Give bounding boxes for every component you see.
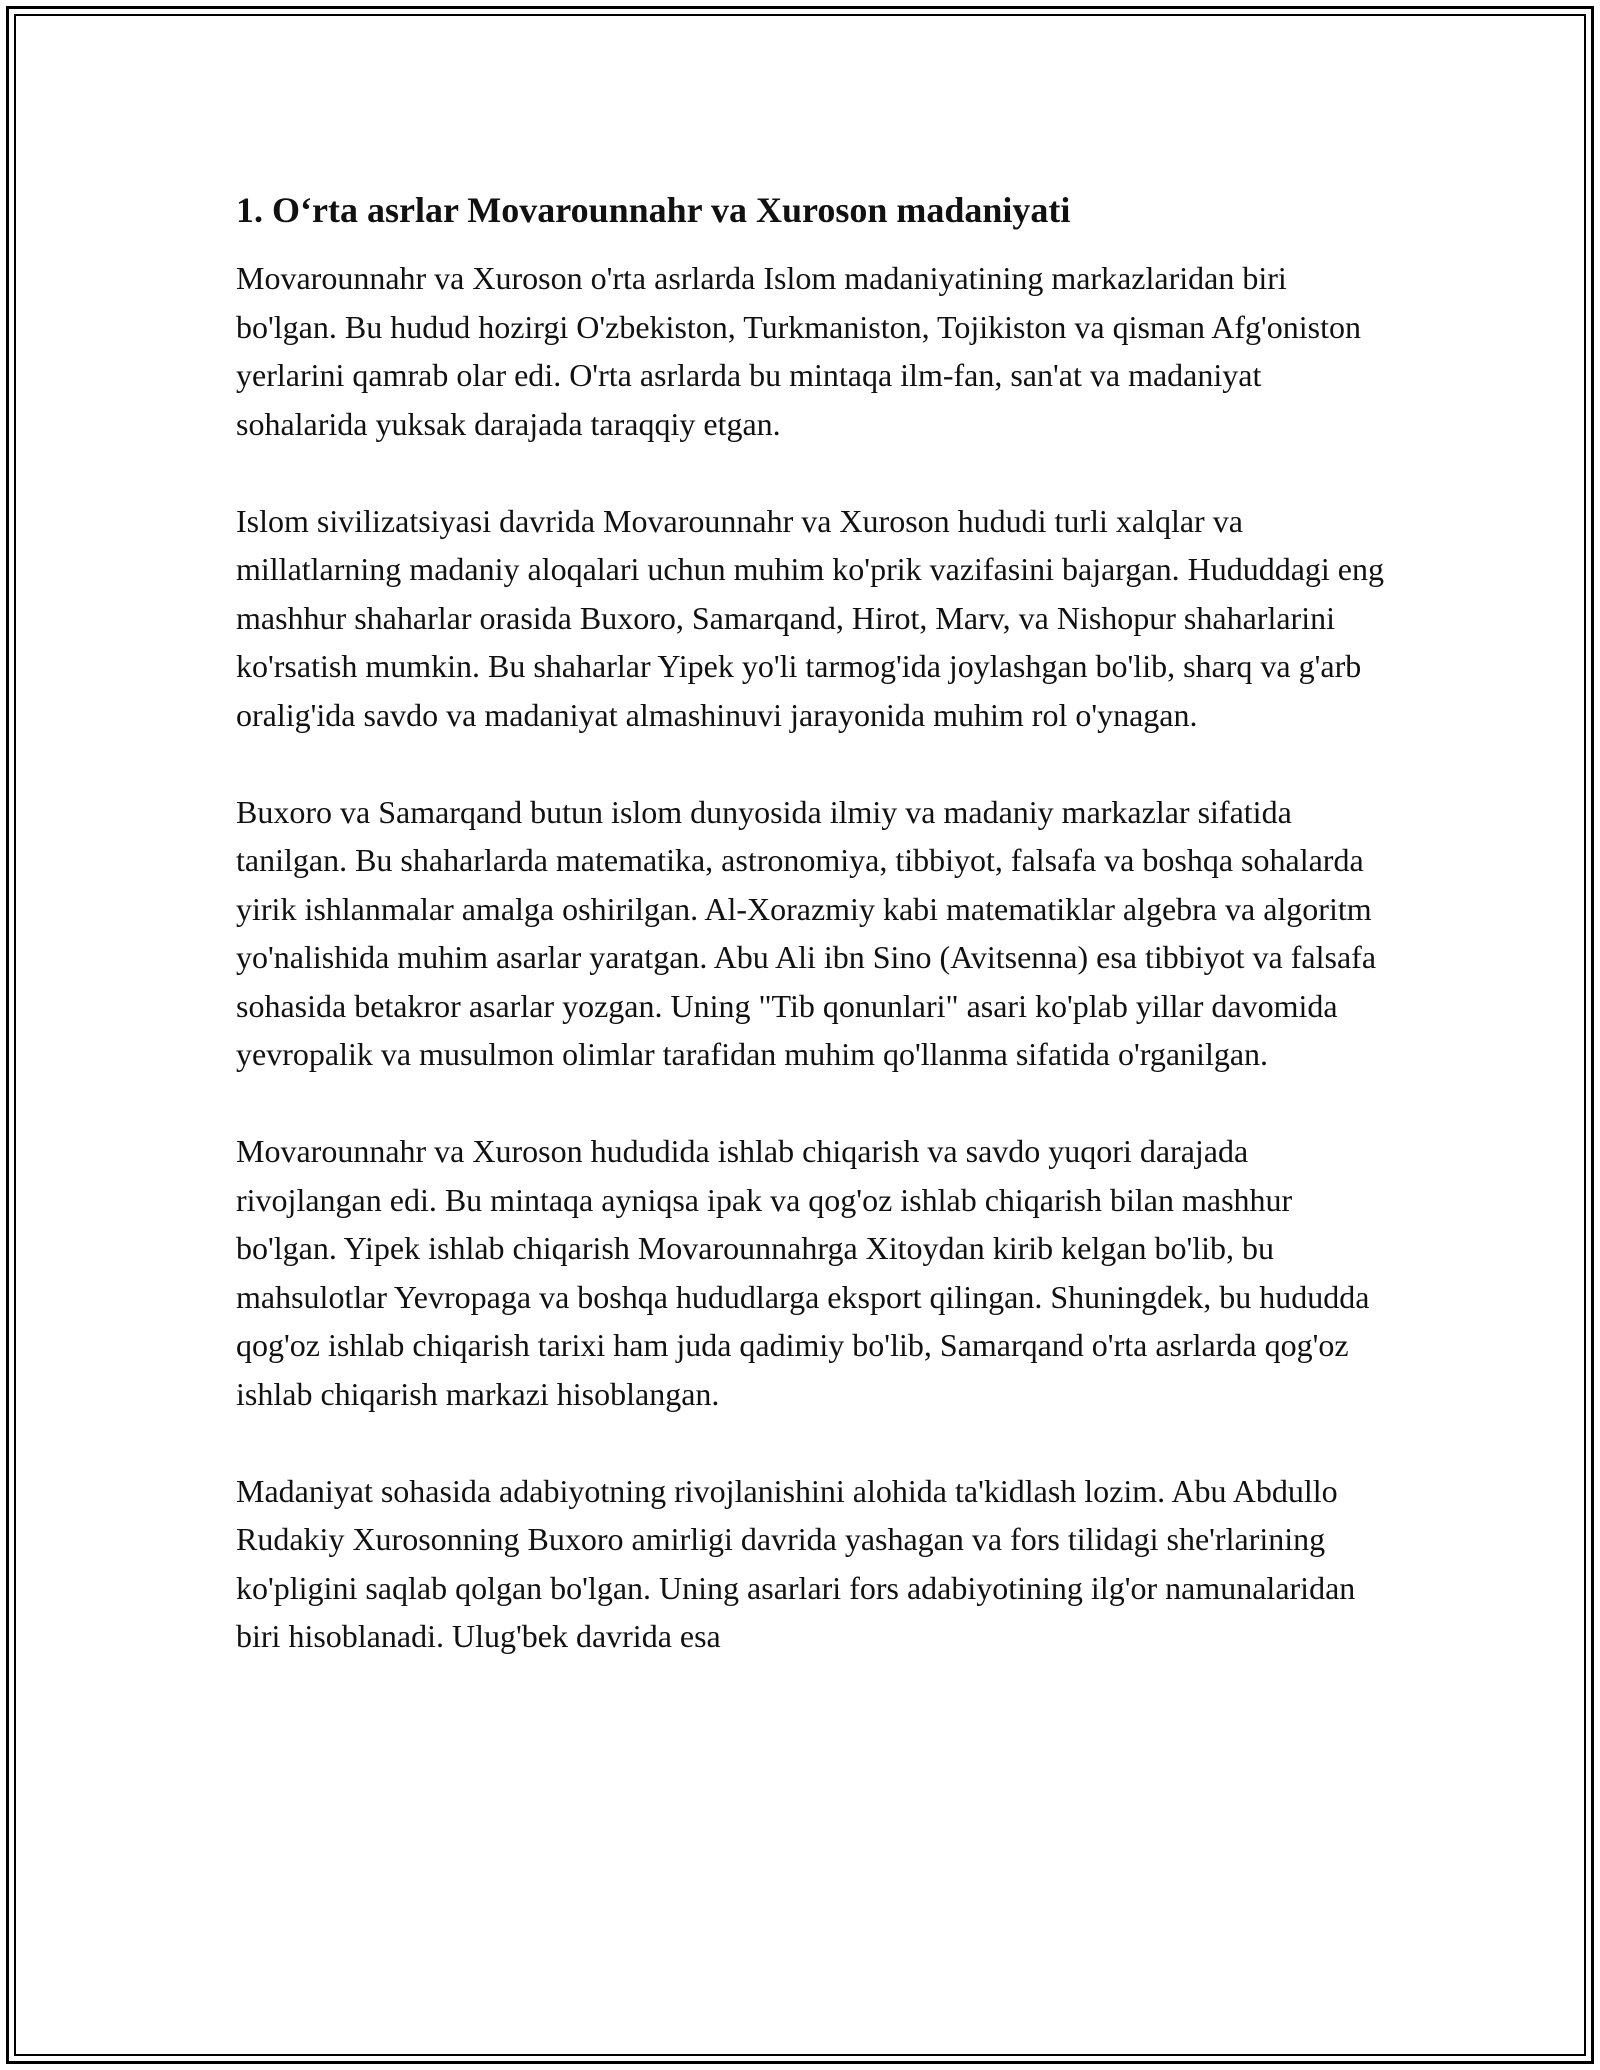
document-page (236, 186, 1386, 1661)
paragraph-production-trade: Movarounnahr va Xuroson hududida ishlab chiqarish va savdo yuqori darajada rivojlangan edi. Bu mintaqa ayniqsa ipak va qog'oz ishlab chiqarish bilan mashhur bo'lgan. Yipek ishlab chiqarish Movarounnahrga Xitoydan kirib kelgan bo'lib, bu mahsulotlar Yevropaga va boshqa hududlarga eksport qilingan. Shuningdek, bu hududda qog'oz ishlab chiqarish tarixi ham juda qadimiy bo'lib, Samarqand o'rta asrlarda qog'oz ishlab chiqarish markazi hisoblangan. (236, 1133, 1370, 1412)
paragraph-science-centers: Buxoro va Samarqand butun islom dunyosida ilmiy va madaniy markazlar sifatida tanilgan. Bu shaharlarda matematika, astronomiya, tibbiyot, falsafa va boshqa sohalarda yirik ishlanmalar amalga oshirilgan. Al-Xorazmiy kabi matematiklar algebra va algoritm yo'nalishida muhim asarlar yaratgan. Abu Ali ibn Sino (Avitsenna) esa tibbiyot va falsafa sohasida betakror asarlar yozgan. Uning "Tib qonunlari" asari ko'plab yillar davomida yevropalik va musulmon olimlar tarafidan muhim qo'llanma sifatida o'rganilgan. (236, 793, 1377, 1072)
paragraph-literature: Madaniyat sohasida adabiyotning rivojlanishini alohida ta'kidlash lozim. Abu Abdullo Rudakiy Xurosonning Buxoro amirligi davrida yashagan va fors tilidagi she'rlarining ko'pligini saqlab qolgan bo'lgan. Uning asarlari fors adabiyotining ilg'or namunalaridan biri hisoblanadi. Ulug'bek davrida esa (236, 1472, 1356, 1654)
paragraph-civilization: Islom sivilizatsiyasi davrida Movarounnahr va Xuroson hududi turli xalqlar va millatlarning madaniy aloqalari uchun muhim ko'prik vazifasini bajargan. Hududdagi eng mashhur shaharlar orasida Buxoro, Samarqand, Hirot, Marv, va Nishopur shaharlarini ko'rsatish mumkin. Bu shaharlar Yipek yo'li tarmog'ida joylashgan bo'lib, sharq va g'arb oralig'ida savdo va madaniyat almashinuvi jarayonida muhim rol o'ynagan. (236, 502, 1384, 733)
section-heading: 1. Oʻrta asrlar Movarounnahr va Xuroson madaniyati (236, 190, 1071, 230)
paragraph-intro: Movarounnahr va Xuroson o'rta asrlarda Islom madaniyatining markazlaridan biri bo'lgan. Bu hudud hozirgi O'zbekiston, Turkmaniston, Tojikiston va qisman Afg'oniston yerlarini qamrab olar edi. O'rta asrlarda bu mintaqa ilm-fan, san'at va madaniyat sohalarida yuksak darajada taraqqiy etgan. (236, 260, 1361, 442)
